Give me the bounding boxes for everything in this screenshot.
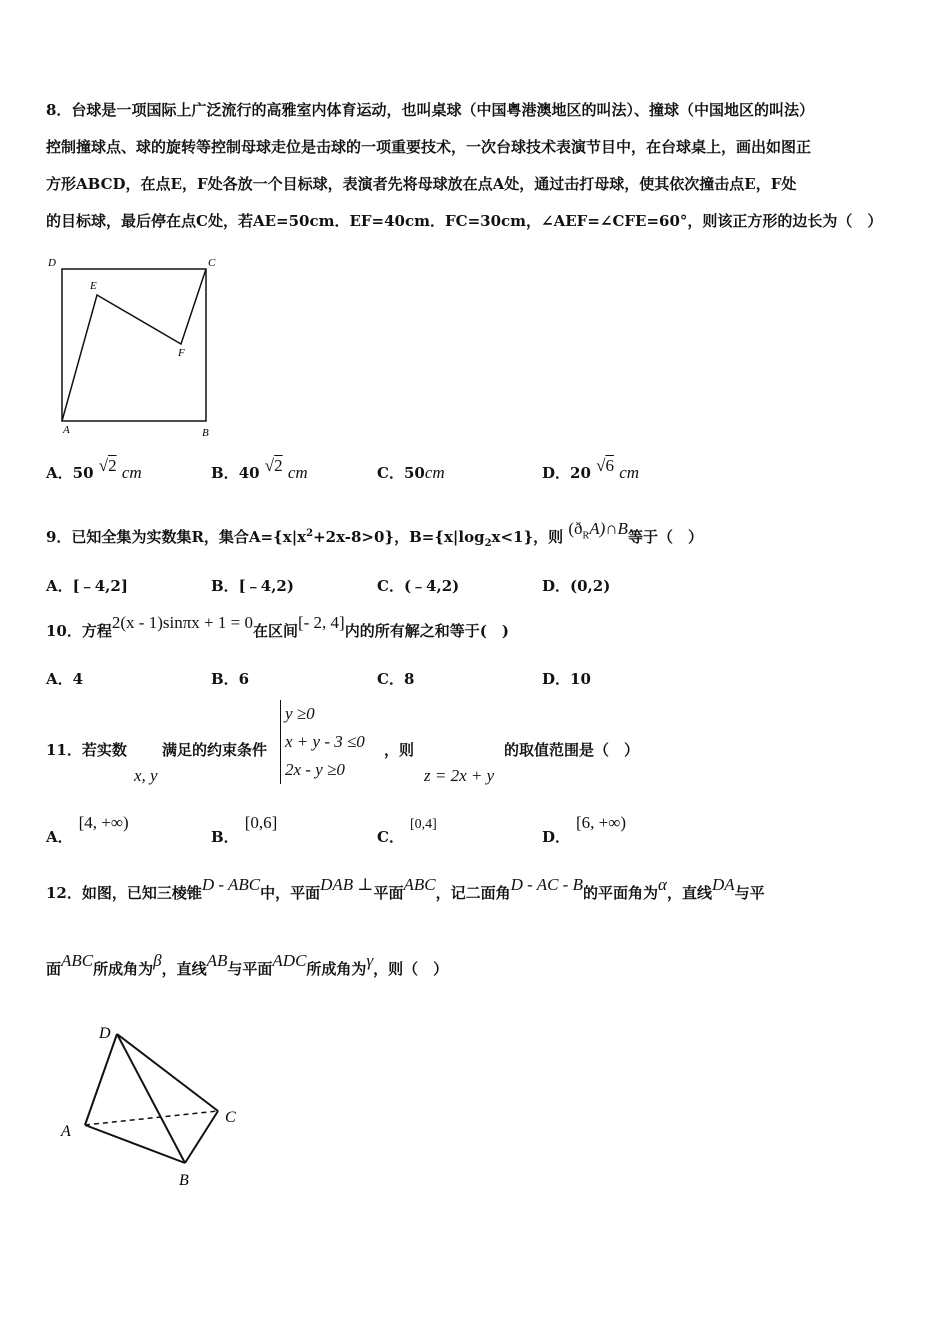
label-e: E [90,280,97,292]
q9-expression [568,519,628,542]
radicand: 2 [274,456,283,475]
q9-option-c[interactable]: C．(﹣4,2) [377,577,460,595]
label-d: D [99,1025,111,1042]
q11-objective: z = 2x + y [424,766,495,785]
q11-options [46,812,906,846]
q8-options [46,456,906,492]
option-label: A． [46,828,73,846]
q9-expr-1: (ð [568,519,583,538]
constraint-2: x + y - 3 ≤0 [285,732,365,751]
edge-bc [185,1111,218,1163]
q12-text: 与平 [734,884,765,902]
option-number: 20 [570,464,591,482]
q10-option-d[interactable]: D．10 [542,670,591,688]
q12-math: AB [206,951,228,970]
q10-option-c[interactable]: C．8 [377,670,415,688]
q12-math: DAB ⊥ [320,875,374,894]
q12-text: 的平面角为 [582,884,658,902]
q10-interval: [- 2, 4] [297,613,345,632]
q10-mid: 在区间 [252,622,298,640]
q12-text: 12．如图，已知三棱锥 [46,884,202,902]
q12-text: 与平面 [227,960,273,978]
q11-suffix: 的取值范围是（ ） [504,741,640,759]
q9-option-d[interactable]: D．(0,2) [542,577,611,595]
question-9 [46,519,703,549]
option-label: D． [542,464,571,482]
option-label: B． [211,828,239,846]
radicand: 6 [605,456,614,475]
label-a: A [63,424,70,436]
q12-text: 平面 [373,884,404,902]
q8-line-1: 8．台球是一项国际上广泛流行的高雅室内体育运动，也叫桌球（中国粤港澳地区的叫法）、撞球（中国地区的叫法） [46,101,814,119]
edge-ab [85,1125,185,1163]
q8-line-2: 控制撞球点、球的旋转等控制母球走位是击球的一项重要技术，一次台球技术表演节目中，在台球桌上，画出如图正 [46,138,812,156]
question-12-line-2 [46,951,449,979]
option-label: C． [377,464,404,482]
unit: cm [424,463,445,482]
q12-tetrahedron-figure [55,1018,255,1193]
q10-option-a[interactable]: A．4 [46,670,84,688]
option-number: 40 [238,464,260,482]
q9-text-3: x<1}，则 [491,528,564,546]
q8-option-d[interactable]: D．20 √6 cm [542,456,640,482]
q12-text: 所成角为 [306,960,367,978]
unit: cm [619,463,640,482]
q12-math: α [658,875,667,894]
option-value: [0,6] [244,813,278,832]
q9-sup: 2 [306,528,314,539]
q11-prefix: 11．若实数 [46,741,127,759]
q11-option-b[interactable] [211,812,278,846]
q12-math: ABC [403,875,436,894]
option-value: [6, +∞) [576,813,627,832]
edge-db [117,1034,185,1163]
option-label: C． [377,828,404,846]
option-number: 50 [72,464,94,482]
q8-option-a[interactable]: A．50 √2 cm [46,456,142,482]
option-label: A． [46,464,73,482]
q10-equation: 2(x - 1)sinπx + 1 = 0 [111,613,253,632]
edge-dc [117,1034,218,1111]
edge-ac-hidden [85,1111,218,1125]
q9-text-2: +2x-8>0}，B={x|log [313,528,485,546]
q8-option-c[interactable] [377,462,445,483]
q12-text: ，则（ ） [373,960,449,978]
q9-sub: 2 [484,538,492,549]
q12-text: ，记二面角 [435,884,511,902]
q10-options [46,668,906,690]
q9-options [46,575,906,597]
option-number: 50 [403,464,425,482]
q10-suffix: 内的所有解之和等于( ) [344,622,509,640]
q12-math: ABC [61,951,94,970]
q11-option-c[interactable] [377,812,437,846]
constraint-3: 2x - y ≥0 [285,760,345,779]
option-value: [4, +∞) [78,813,129,832]
q12-math: D - AC - B [510,875,583,894]
unit: cm [121,463,142,482]
unit: cm [287,463,308,482]
q11-mid: 满足的约束条件 [162,741,268,759]
q11-vars: x, y [134,766,158,785]
q11-option-a[interactable] [46,812,129,846]
q10-prefix: 10．方程 [46,622,112,640]
q12-text: 中，平面 [260,884,321,902]
q12-math: γ [366,951,374,970]
option-value: [0,4] [409,817,437,832]
option-label: B． [211,464,239,482]
path-aefc [62,269,206,421]
q12-text: ，直线 [161,960,207,978]
q8-line-3: 方形ABCD，在点E，F处各放一个目标球，表演者先将母球放在点A处，通过击打母球，使其依次撞击点E，F处 [46,175,797,193]
q10-option-b[interactable]: B．6 [211,670,250,688]
q12-text: 所成角为 [93,960,154,978]
q12-text: ，直线 [666,884,712,902]
q9-expr-2: A)∩B [589,519,628,538]
q12-math: DA [711,875,735,894]
question-8 [46,92,906,240]
q12-math: D - ABC [201,875,261,894]
label-f: F [178,347,185,359]
q9-tail: 等于（ ） [627,528,703,546]
label-a: A [61,1123,71,1140]
label-b: B [179,1172,189,1189]
constraint-system [285,700,365,784]
label-d: D [48,257,56,269]
question-10 [46,613,509,641]
question-12-line-1 [46,875,765,903]
constraint-1: y ≥0 [285,704,315,723]
q8-line-4: 的目标球，最后停在点C处，若AE=50cm．EF=40cm．FC=30cm，∠AEF=∠CFE=60°，则该正方形的边长为（ ） [46,212,883,230]
q9-text-1: 9．已知全集为实数集R，集合A={x|x [46,528,307,546]
q9-expr-sub: R [582,530,590,542]
q8-option-b[interactable]: B．40 √2 cm [211,456,308,482]
q12-math: β [153,951,162,970]
q9-option-a[interactable]: A．[﹣4,2] [46,577,128,595]
q12-math: ADC [272,951,307,970]
edge-da [85,1034,117,1125]
option-label: D． [542,828,571,846]
label-b: B [202,427,209,439]
label-c: C [208,257,216,269]
q12-text: 面 [46,960,62,978]
q9-option-b[interactable]: B．[﹣4,2) [211,577,294,595]
q11-option-d[interactable] [542,812,627,846]
q11-comma: ，则 [384,741,415,759]
radicand: 2 [108,456,117,475]
label-c: C [225,1109,236,1126]
q8-square-figure [40,252,230,442]
